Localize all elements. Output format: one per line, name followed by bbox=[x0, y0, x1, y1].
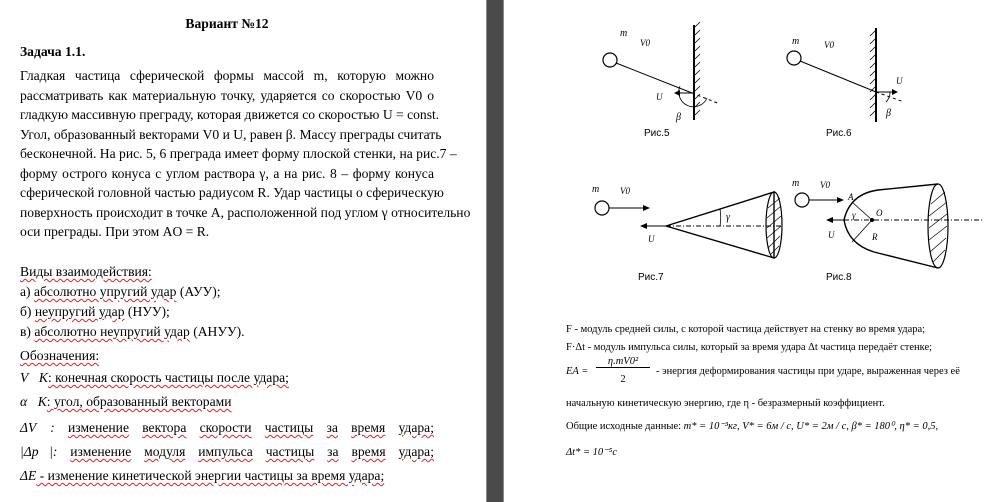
delta-p-symbol: |Δp⃗|: bbox=[20, 444, 58, 459]
fig6-beta-label: β bbox=[886, 108, 891, 119]
fig8-r-label: R bbox=[872, 232, 878, 242]
fig6-v0-label: V0 bbox=[824, 40, 834, 50]
fig8-o-label: O bbox=[876, 208, 883, 218]
delta-e-text: - изменение кинетической энергии частицы за время удара; bbox=[36, 468, 385, 483]
word: изменение bbox=[68, 420, 129, 435]
notation-delta-v bbox=[20, 418, 434, 438]
task-heading: Задача 1.1. bbox=[20, 44, 86, 59]
energy-denominator: 2 bbox=[620, 374, 626, 385]
energy-formula-left: EA = bbox=[566, 366, 589, 377]
interactions-heading bbox=[20, 262, 434, 282]
interaction-suffix: (АУУ); bbox=[176, 284, 221, 299]
word: модуля bbox=[144, 444, 186, 459]
interaction-text: абсолютно упругий удар bbox=[33, 284, 177, 299]
body-line: бесконечной. На рис. 5, 6 преграда имеет форму плоской стенки, на рис.7 – bbox=[20, 146, 457, 161]
figure-6 bbox=[786, 20, 926, 130]
fig6-u-label: U bbox=[896, 76, 903, 86]
word: за bbox=[327, 444, 339, 459]
ak-symbol: α⃗K bbox=[20, 394, 47, 409]
interaction-suffix: (АНУУ). bbox=[189, 324, 245, 339]
interaction-text: неупругий удар bbox=[34, 304, 125, 319]
notation-heading-text: Обозначения: bbox=[20, 348, 100, 363]
figure-7 bbox=[586, 178, 786, 268]
notation-delta-p bbox=[20, 442, 434, 462]
fig5-m-label: m bbox=[620, 28, 628, 39]
fig8-a-label: A bbox=[848, 192, 854, 202]
body-line: поверхность происходит в точке A, расположенной под углом γ относительно bbox=[20, 204, 471, 220]
word: вектора bbox=[142, 420, 187, 435]
body-line: Гладкая частица сферической формы массой m, которую можно bbox=[20, 68, 434, 83]
word: удара; bbox=[398, 420, 434, 435]
word: время bbox=[351, 444, 386, 459]
variant-title: Вариант №12 bbox=[185, 16, 269, 31]
body-line: гладкую массивную преграду, которая движется со скоростью U = const. bbox=[20, 107, 440, 122]
fig8-v0-label: V0 bbox=[820, 180, 830, 190]
fig5-v0-label: V0 bbox=[640, 38, 650, 48]
body-line: рассматривать как материальную точку, ударяется со скоростью V0 о bbox=[20, 87, 434, 103]
fig7-gamma-label: γ bbox=[726, 212, 730, 223]
dt-value: Δt* = 10⁻⁵с bbox=[566, 447, 618, 458]
fig7-u-label: U bbox=[648, 234, 655, 244]
common-values: m* = 10⁻³кг, V* = 6м / с, U* = 2м / с, β* = 180⁰, η* = 0,5, bbox=[683, 421, 939, 432]
energy-numerator: η.mV0² bbox=[596, 356, 650, 368]
ft-definition: F·Δt - модуль импульса силы, который за время удара Δt частица передаёт стенке; bbox=[566, 342, 933, 353]
fig8-caption: Рис.8 bbox=[826, 272, 852, 283]
page-gutter bbox=[486, 0, 504, 502]
word: удара; bbox=[398, 444, 434, 459]
energy-description-2: начальную кинетическую энергию, где η - безразмерный коэффициент. bbox=[566, 398, 885, 409]
fig6-caption: Рис.6 bbox=[826, 128, 852, 139]
word: за bbox=[326, 420, 338, 435]
interaction-item bbox=[20, 322, 434, 342]
right-page bbox=[504, 0, 1000, 502]
word: импульса bbox=[198, 444, 253, 459]
figure-5 bbox=[600, 20, 750, 130]
fig6-m-label: m bbox=[792, 36, 800, 47]
interaction-item bbox=[20, 302, 434, 322]
word: скорости bbox=[199, 420, 252, 435]
body-line: форму острого конуса с углом раствора γ, а на рис. 8 – форму конуса bbox=[20, 165, 434, 181]
figure-8 bbox=[788, 172, 988, 272]
notation-delta-e bbox=[20, 466, 434, 486]
body-line: оси преграды. При этом AO = R. bbox=[20, 224, 210, 239]
fig7-v0-label: V0 bbox=[620, 186, 630, 196]
interaction-suffix: (НУУ); bbox=[124, 304, 170, 319]
notation-ak bbox=[20, 392, 434, 412]
f-definition: F - модуль средней силы, с которой частица действует на стенку во время удара; bbox=[566, 324, 926, 335]
fig7-caption: Рис.7 bbox=[638, 272, 664, 283]
delta-v-symbol: ΔV⃗ : bbox=[20, 420, 55, 435]
fig7-m-label: m bbox=[592, 184, 600, 195]
energy-description: - энергия деформирования частицы при ударе, выраженная через её bbox=[656, 366, 960, 377]
word: время bbox=[351, 420, 386, 435]
interaction-prefix: в) bbox=[20, 324, 35, 339]
notation-heading bbox=[20, 346, 434, 366]
fig5-caption: Рис.5 bbox=[644, 128, 670, 139]
common-label: Общие исходные данные: bbox=[566, 421, 682, 432]
body-line: Угол, образованный векторами V0 и U, равен β. Массу преграды считать bbox=[20, 126, 442, 142]
vk-text: : конечная скорость частицы после удара; bbox=[47, 370, 289, 385]
word: частицы bbox=[264, 420, 314, 435]
delta-e-symbol: ΔE bbox=[20, 468, 37, 483]
interaction-item bbox=[20, 282, 434, 302]
interaction-prefix: а) bbox=[20, 284, 34, 299]
word: изменение bbox=[70, 444, 132, 459]
fig8-m-label: m bbox=[792, 178, 800, 189]
fig8-gamma-label: γ bbox=[852, 210, 856, 220]
vk-symbol: V⃗K bbox=[20, 370, 48, 385]
interactions-heading-text: Виды взаимодействия: bbox=[20, 264, 152, 279]
body-line: сферической головной частью радиусом R. Удар частицы о сферическую bbox=[20, 185, 444, 200]
ak-text: : угол, образованный векторами bbox=[46, 394, 232, 409]
task-body bbox=[20, 66, 471, 242]
word: частицы bbox=[265, 444, 315, 459]
left-page bbox=[0, 0, 486, 502]
fig5-u-label: U bbox=[656, 92, 663, 102]
interaction-prefix: б) bbox=[20, 304, 35, 319]
common-data bbox=[566, 420, 938, 432]
fig8-u-label: U bbox=[828, 230, 835, 240]
interaction-text: абсолютно неупругий удар bbox=[34, 324, 190, 339]
notation-vk bbox=[20, 368, 434, 388]
fig5-beta-label: β bbox=[676, 112, 681, 123]
